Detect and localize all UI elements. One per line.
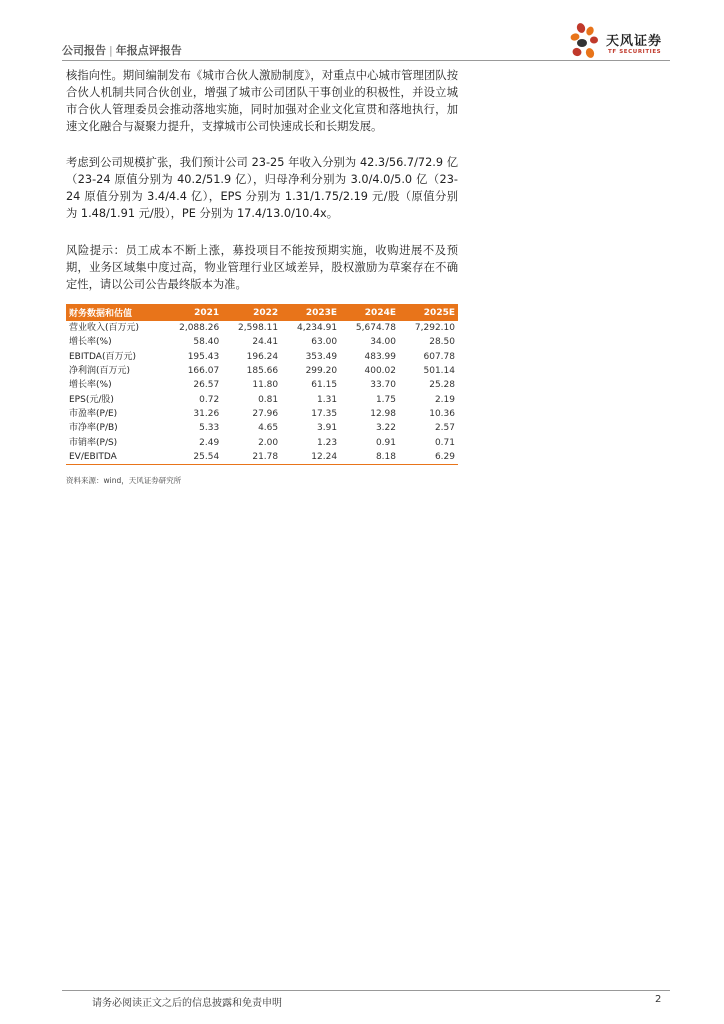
financial-data-table <box>66 304 458 465</box>
table-cell: 400.02 <box>364 366 396 377</box>
table-row <box>66 335 458 349</box>
table-cell: 58.40 <box>193 337 220 348</box>
row-label-cell: 净利润(百万元) <box>69 366 131 377</box>
table-cell: 607.78 <box>423 351 455 362</box>
footer-disclaimer: 请务必阅读正文之后的信息披露和免责申明 <box>92 998 282 1009</box>
table-cell: 2,088.26 <box>179 323 220 334</box>
table-header-cell: 2025E <box>399 304 458 321</box>
table-cell: 12.24 <box>281 450 340 465</box>
table-header-cell: 2023E <box>281 304 340 321</box>
table-cell: 501.14 <box>423 366 455 377</box>
table-cell: 3.91 <box>317 423 338 434</box>
table-cell: 196.24 <box>246 351 279 362</box>
table-row <box>66 350 458 364</box>
table-cell: 33.70 <box>370 380 396 391</box>
table-cell: 5.33 <box>199 423 220 434</box>
table-cell: 3.22 <box>375 423 396 434</box>
table-row <box>66 407 458 421</box>
table-cell: 1.23 <box>317 437 338 448</box>
table-cell: 0.81 <box>258 394 279 405</box>
table-cell: 5,674.78 <box>355 323 396 334</box>
row-label-cell: 增长率(%) <box>69 337 112 348</box>
table-cell: 26.57 <box>193 380 220 391</box>
table-row <box>66 378 458 392</box>
table-cell: 2,598.11 <box>238 323 279 334</box>
table-cell: 4,234.91 <box>296 323 338 334</box>
table-header-cell: 2021 <box>163 304 222 321</box>
table-cell: 24.41 <box>252 337 279 348</box>
table-cell: 8.18 <box>340 450 399 465</box>
table-row <box>66 435 458 449</box>
table-cell: 11.80 <box>252 380 279 391</box>
row-label-cell: 市净率(P/B) <box>69 423 118 434</box>
table-cell: 0.71 <box>434 437 455 448</box>
table-header-cell: 财务数据和估值 <box>66 304 163 321</box>
table-row <box>66 321 458 335</box>
table-cell: 483.99 <box>364 351 396 362</box>
table-cell: 1.75 <box>375 394 396 405</box>
table-cell: 12.98 <box>370 408 396 419</box>
table-cell: 299.20 <box>305 366 338 377</box>
logo-name-cn: 天风证券 <box>606 34 663 49</box>
logo-mark-icon <box>568 22 604 62</box>
table-header-cell: 2024E <box>340 304 399 321</box>
table-cell: 2.19 <box>434 394 455 405</box>
table-cell: 61.15 <box>311 380 338 391</box>
logo-name-en: TF SECURITIES <box>608 49 662 55</box>
table-cell: 353.49 <box>305 351 338 362</box>
table-cell: 63.00 <box>311 337 338 348</box>
table-cell: 2.00 <box>258 437 279 448</box>
report-type: 公司报告 <box>62 44 106 57</box>
table-body <box>66 321 458 464</box>
table-cell: 25.28 <box>429 380 455 391</box>
table-row <box>66 421 458 435</box>
row-label-cell: EBITDA(百万元) <box>69 351 136 362</box>
table-cell: 185.66 <box>246 366 279 377</box>
table-cell: 2.49 <box>199 437 220 448</box>
row-label-cell: EPS(元/股) <box>69 394 114 405</box>
table-cell: 21.78 <box>222 450 281 465</box>
table-cell: 0.91 <box>375 437 396 448</box>
table-cell: 195.43 <box>187 351 220 362</box>
paragraph-incentive: 核指向性。期间编制发布《城市合伙人激励制度》，对重点中心城市管理团队按合伙人机制共同合伙创业，增强了城市公司团队干事创业的积极性，并设立城市合伙人管理委员会推动落地实施，同时加强对企业文化宣贯和落地执行，加速文化融合与凝聚力提升，支撑城市公司快速成长和长期发展。 <box>66 69 458 133</box>
table-cell: 10.36 <box>429 408 455 419</box>
table-cell: 2.57 <box>434 423 455 434</box>
table-cell: 25.54 <box>163 450 222 465</box>
header-divider <box>62 60 670 61</box>
row-label-cell: EV/EBITDA <box>66 450 163 465</box>
table-cell: 7,292.10 <box>414 323 455 334</box>
table-cell: 31.26 <box>193 408 220 419</box>
report-category <box>62 42 182 58</box>
table-row <box>66 392 458 406</box>
table-cell: 17.35 <box>311 408 338 419</box>
company-logo <box>568 22 678 64</box>
row-label-cell: 营业收入(百万元) <box>69 323 140 334</box>
row-label-cell: 市盈率(P/E) <box>69 408 118 419</box>
table-cell: 34.00 <box>370 337 396 348</box>
paragraph-risk: 风险提示：员工成本不断上涨，募投项目不能按预期实施，收购进展不及预期，业务区域集中度过高，物业管理行业区域差异，股权激励为草案存在不确定性，请以公司公告最终版本为准。 <box>66 244 458 291</box>
row-label-cell: 市销率(P/S) <box>69 437 118 448</box>
table-cell: 166.07 <box>187 366 220 377</box>
header-separator: | <box>109 44 113 57</box>
page-number: 2 <box>655 994 662 1005</box>
table-cell: 4.65 <box>258 423 279 434</box>
footer-divider <box>62 990 670 991</box>
table-cell: 0.72 <box>199 394 220 405</box>
table-header-row <box>66 304 458 321</box>
report-subtype: 年报点评报告 <box>115 44 182 57</box>
table-header-cell: 2022 <box>222 304 281 321</box>
table-cell: 27.96 <box>252 408 279 419</box>
table-cell: 1.31 <box>317 394 338 405</box>
paragraph-forecast: 考虑到公司规模扩张，我们预计公司 23-25 年收入分别为 42.3/56.7/72.9 亿（23-24 原值分别为 40.2/51.9 亿），归母净利分别为 3.0/4.0/5.0 亿（23-24 原值分别为 3.4/4.4 亿），EPS 分别为 1.31/1.75/2.19 元/股（原值分别为 1.48/1.91 元/股），PE 分别为 17.4/13.0/10.4x。 <box>66 156 458 220</box>
table-cell: 6.29 <box>399 450 458 465</box>
table-cell: 28.50 <box>429 337 455 348</box>
table-row <box>66 450 458 465</box>
table-row <box>66 364 458 378</box>
row-label-cell: 增长率(%) <box>69 380 112 391</box>
data-source-note: 资料来源：wind，天风证券研究所 <box>66 476 182 485</box>
